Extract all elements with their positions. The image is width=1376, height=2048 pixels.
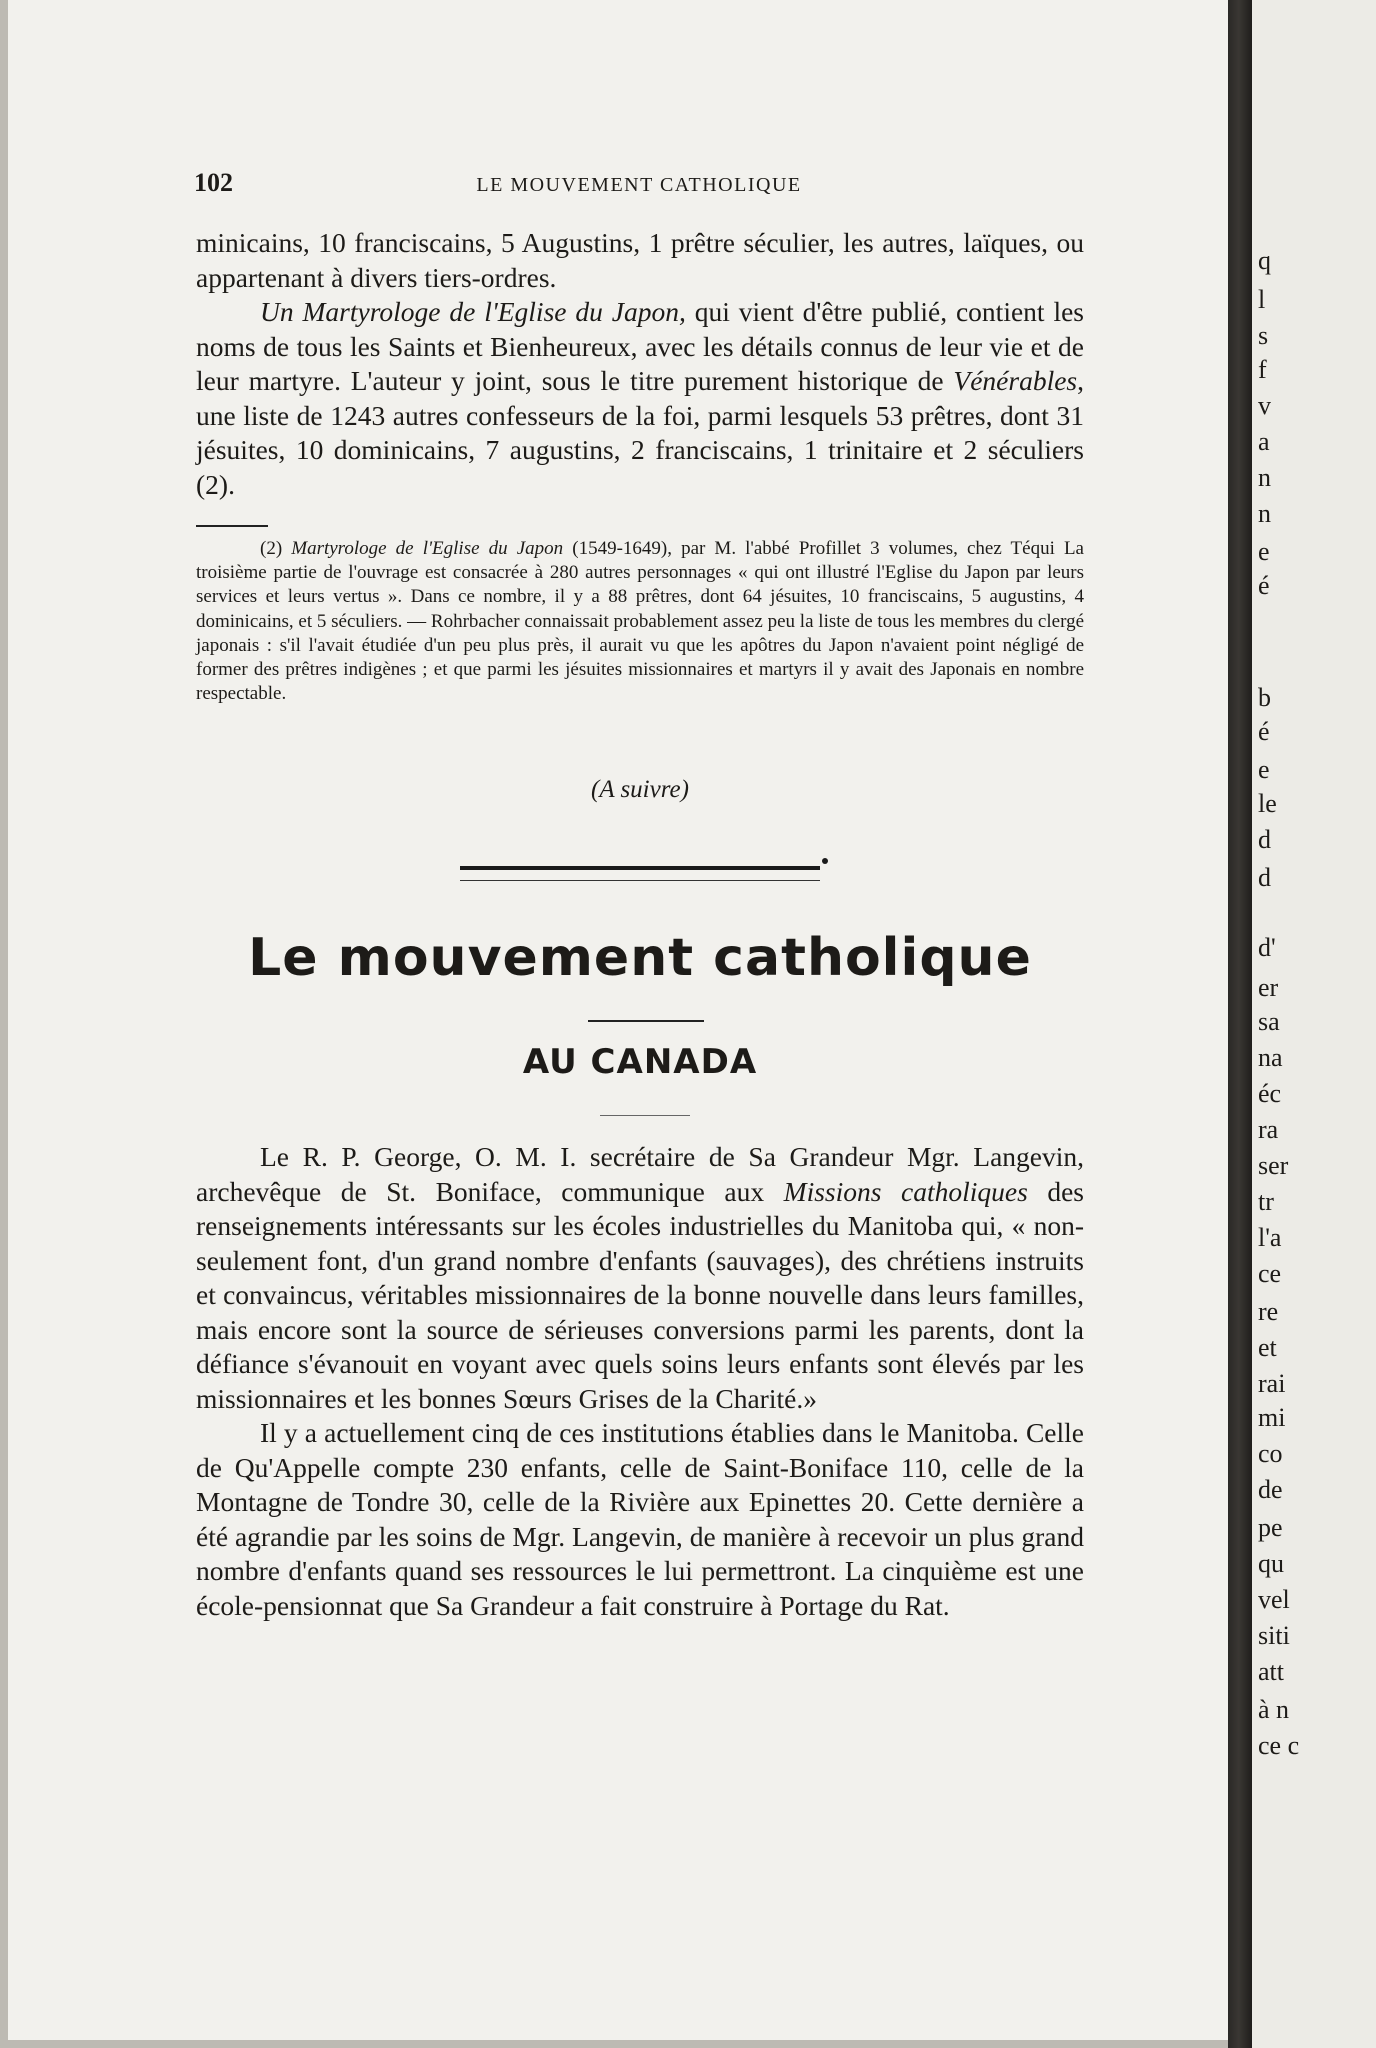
next-page-line-fragment: l bbox=[1258, 285, 1266, 314]
running-head bbox=[194, 168, 1084, 202]
next-page-line-fragment: d bbox=[1258, 825, 1271, 854]
next-page-line-fragment: n bbox=[1258, 463, 1271, 492]
next-page-line-fragment: éc bbox=[1258, 1079, 1282, 1108]
next-page-line-fragment: é bbox=[1258, 571, 1270, 600]
text-run: (2) bbox=[260, 538, 292, 559]
running-head-title: LE MOUVEMENT CATHOLIQUE bbox=[476, 174, 802, 196]
next-page-line-fragment: e bbox=[1258, 537, 1270, 566]
next-page-text-fragments bbox=[1252, 0, 1376, 2048]
next-page-line-fragment: vel bbox=[1258, 1585, 1290, 1614]
article-body bbox=[196, 1140, 1084, 1623]
next-page-line-fragment: er bbox=[1258, 973, 1279, 1002]
next-page-line-fragment: co bbox=[1258, 1439, 1283, 1468]
next-page-line-fragment: qu bbox=[1258, 1549, 1284, 1578]
section-divider bbox=[460, 866, 820, 881]
next-page-line-fragment: na bbox=[1258, 1043, 1283, 1072]
next-page-line-fragment: ser bbox=[1258, 1151, 1289, 1180]
next-page-line-fragment: d' bbox=[1258, 933, 1276, 962]
next-page-line-fragment: s bbox=[1258, 321, 1269, 350]
next-page-line-fragment: le bbox=[1258, 789, 1277, 818]
subtitle-rule bbox=[600, 1115, 690, 1116]
title-rule bbox=[588, 1020, 704, 1022]
text-run: (1549-1649), par M. l'abbé Profillet 3 volumes, chez Téqui La troisième partie de l'ouvrage est consacrée à 280 autres personnages « qui ont illustré l'Eglise du Japon par leurs services et leurs vertus ». Dans ce nombre, il y a 88 prêtres, dont 64 jésuites, 10 franciscains, 5 augustins, 4 dominicains, et 5 séculiers. — Rohrbacher connaissait probablement assez peu la liste de tous les membres du clergé japonais : s'il l'avait étudiée d'un peu plus près, il aurait vu que les apôtres du Japon n'avaient point négligé de former des prêtres indigènes ; et que parmi les jésuites missionnaires et martyrs il y avait des Japonais en nombre respectable. bbox=[196, 538, 1084, 705]
next-page-line-fragment: siti bbox=[1258, 1621, 1290, 1650]
book-gutter bbox=[1228, 0, 1252, 2048]
next-page-line-fragment: ra bbox=[1258, 1115, 1279, 1144]
section-title: Le mouvement catholique bbox=[248, 928, 1032, 988]
book-page-right-edge bbox=[1252, 0, 1376, 2048]
to-be-continued: (A suivre) bbox=[591, 776, 689, 803]
next-page-line-fragment: n bbox=[1258, 499, 1271, 528]
italic-text: Vénérables bbox=[953, 365, 1078, 396]
paragraph bbox=[196, 226, 1084, 295]
paragraph bbox=[196, 1140, 1084, 1416]
next-page-line-fragment: a bbox=[1258, 427, 1270, 456]
next-page-line-fragment: mi bbox=[1258, 1403, 1286, 1432]
continued-article-text bbox=[196, 226, 1084, 502]
text-run: qui vient d'être publié, contient les noms de tous les Saints et Bienheureux, avec les détails connus de leur vie et de leur martyre. L'auteur y joint, sous le titre purement historique de bbox=[196, 296, 1084, 396]
next-page-line-fragment: à n bbox=[1258, 1695, 1290, 1724]
text-run: des renseignements intéressants sur les écoles industrielles du Manitoba qui, « non-seulement font, d'un grand nombre d'enfants (sauvages), des chrétiens instruits et convaincus, véritables missionnaires de la bonne nouvelle dans leurs familles, mais encore sont la source de sérieuses conversions parmi les parents, dont la défiance s'évanouit en voyant avec quels soins leurs enfants sont élevés par les missionnaires et les bonnes Sœurs Grises de la Charité.» bbox=[196, 1175, 1084, 1414]
footnote-block bbox=[196, 537, 1084, 706]
next-page-line-fragment: pe bbox=[1258, 1513, 1283, 1542]
divider-thick-rule bbox=[460, 866, 820, 870]
next-page-line-fragment: de bbox=[1258, 1475, 1283, 1504]
italic-text: Un Martyrologe de l'Eglise du Japon, bbox=[260, 296, 686, 327]
section-subtitle: AU CANADA bbox=[522, 1042, 758, 1082]
text-run: minicains, 10 franciscains, 5 Augustins, 1 prêtre séculier, les autres, laïques, ou appartenant à divers tiers-ordres. bbox=[196, 227, 1084, 293]
next-page-line-fragment: l'a bbox=[1258, 1223, 1282, 1252]
footnote-text bbox=[196, 537, 1084, 706]
next-page-line-fragment: ce c bbox=[1258, 1731, 1300, 1760]
next-page-line-fragment: d bbox=[1258, 863, 1271, 892]
page-number: 102 bbox=[194, 168, 233, 197]
next-page-line-fragment: re bbox=[1258, 1297, 1279, 1326]
text-run: , une liste de 1243 autres confesseurs de la foi, parmi lesquels 53 prêtres, dont 31 jésuites, 10 dominicains, 7 augustins, 2 franciscains, 1 trinitaire et 2 séculiers (2). bbox=[196, 365, 1084, 500]
next-page-line-fragment: att bbox=[1258, 1657, 1284, 1686]
next-page-line-fragment: ce bbox=[1258, 1259, 1282, 1288]
next-page-line-fragment: tr bbox=[1258, 1187, 1274, 1216]
footnote-separator bbox=[196, 525, 268, 527]
italic-text: Martyrologe de l'Eglise du Japon bbox=[291, 538, 564, 559]
text-run: Il y a actuellement cinq de ces institutions établies dans le Manitoba. Celle de Qu'Appelle compte 230 enfants, celle de Saint-Boniface 110, celle de la Montagne de Tondre 30, celle de la Rivière aux Epinettes 20. Cette dernière a été agrandie par les soins de Mgr. Langevin, de manière à recevoir un plus grand nombre d'enfants quand ses ressources le lui permettront. La cinquième est une école-pensionnat que Sa Grandeur a fait construire à Portage du Rat. bbox=[196, 1417, 1084, 1621]
italic-text: Missions catholiques bbox=[783, 1175, 1028, 1207]
paragraph bbox=[196, 295, 1084, 502]
next-page-line-fragment: v bbox=[1258, 391, 1271, 420]
next-page-line-fragment: q bbox=[1258, 246, 1271, 275]
next-page-line-fragment: b bbox=[1258, 683, 1271, 712]
text-run: Le R. P. George, O. M. I. secrétaire de Sa Grandeur Mgr. Langevin, archevêque de St. Boniface, communique aux bbox=[196, 1141, 1084, 1207]
divider-thin-rule bbox=[460, 880, 820, 881]
divider-dot bbox=[822, 858, 828, 864]
next-page-line-fragment: rai bbox=[1258, 1369, 1286, 1398]
next-page-line-fragment: sa bbox=[1258, 1007, 1280, 1036]
paragraph bbox=[196, 1416, 1084, 1623]
next-page-line-fragment: f bbox=[1258, 355, 1267, 384]
next-page-line-fragment: et bbox=[1258, 1333, 1277, 1362]
next-page-line-fragment: é bbox=[1258, 717, 1270, 746]
next-page-line-fragment: e bbox=[1258, 755, 1270, 784]
